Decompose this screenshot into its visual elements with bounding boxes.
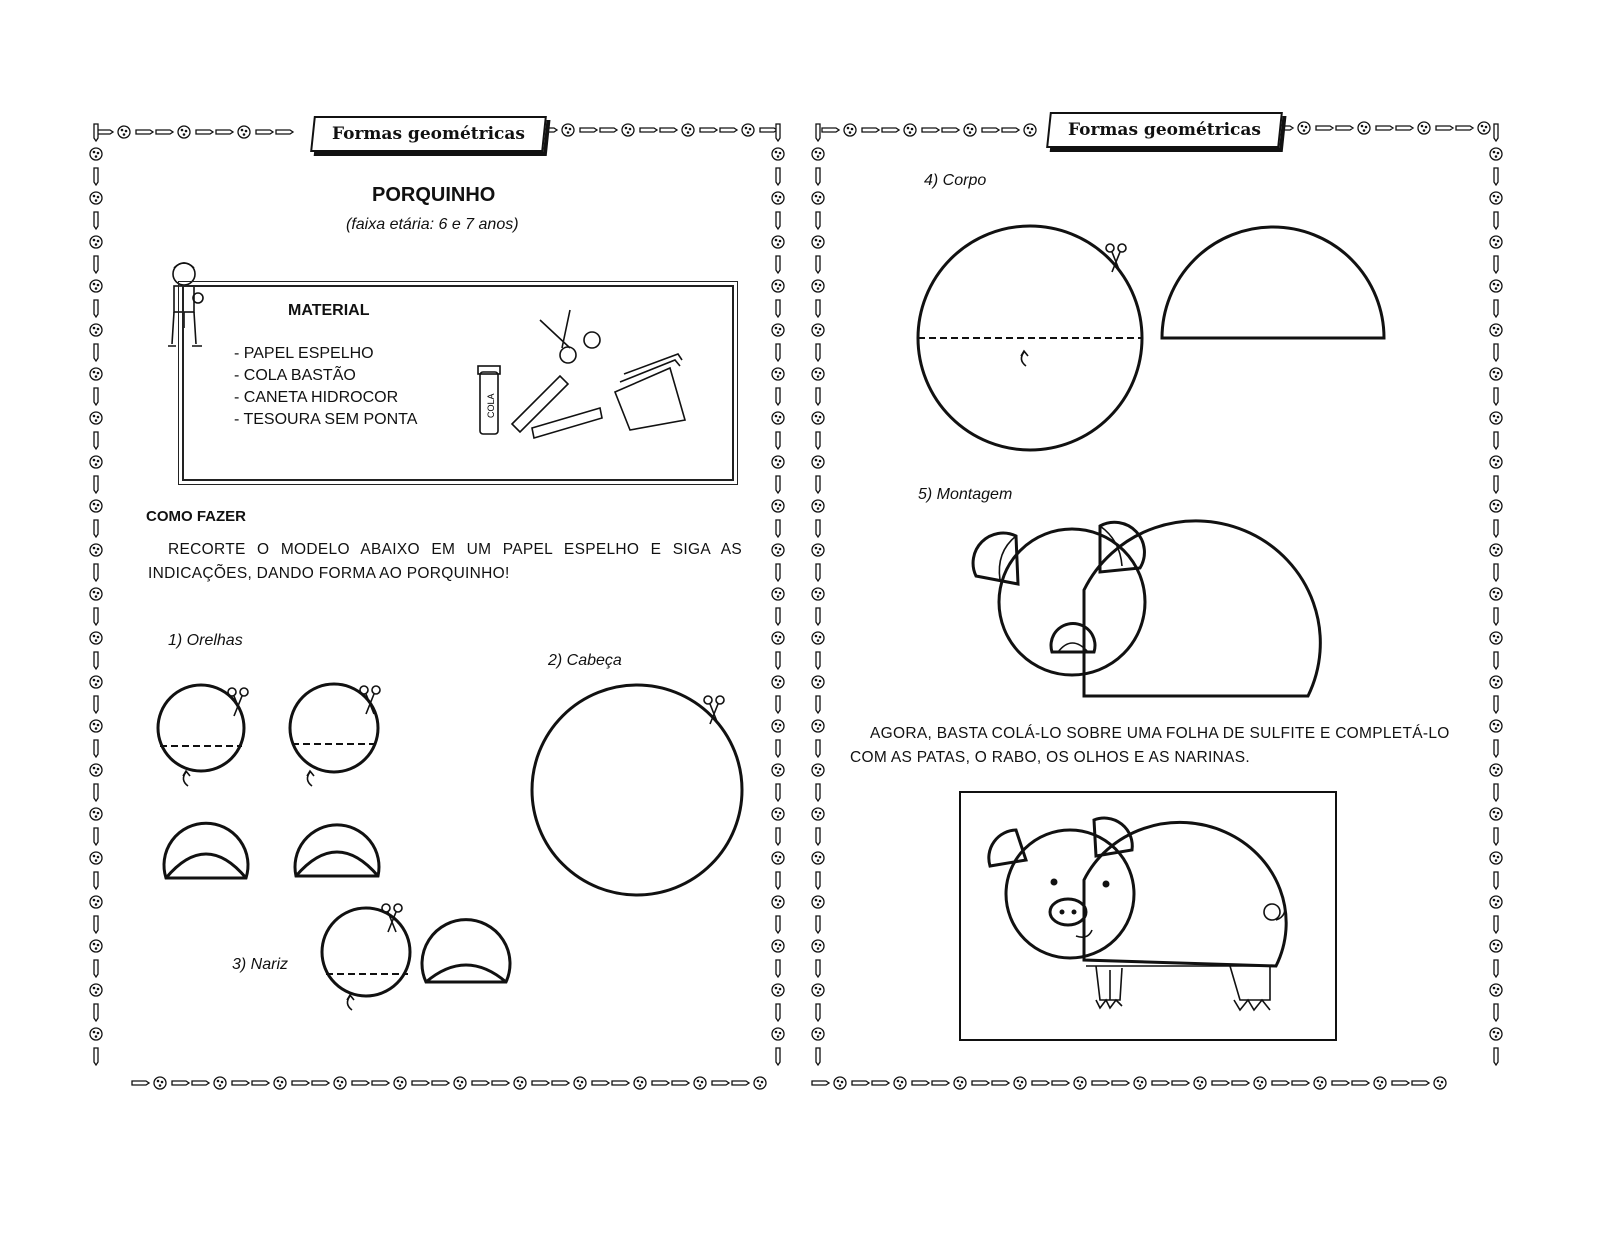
body-circle-shape (918, 226, 1142, 450)
age-range-subtitle: (faixa etária: 6 e 7 anos) (346, 216, 519, 233)
step-nose-label: 3) Nariz (232, 956, 289, 973)
material-item: - CANETA HIDROCOR (234, 389, 399, 406)
material-item: - COLA BASTÃO (234, 367, 356, 384)
left-header-tab: Formas geométricas (310, 116, 547, 152)
right-header-tab: Formas geométricas (1046, 112, 1283, 148)
body-half-circle-shape (1162, 227, 1384, 338)
material-item: - PAPEL ESPELHO (234, 345, 374, 362)
step-assembly-label: 5) Montagem (918, 486, 1013, 503)
scissors-icon (228, 688, 248, 716)
step-ears-label: 1) Orelhas (168, 632, 243, 649)
head-circle-shape (532, 685, 742, 895)
folded-ear-shape (164, 823, 248, 878)
page-title: PORQUINHO (372, 184, 496, 206)
step-body-label: 4) Corpo (924, 172, 987, 189)
folded-nose-shape (422, 920, 510, 982)
ear-circle-shape (158, 685, 244, 786)
how-to-heading: COMO FAZER (146, 508, 246, 525)
material-heading: MATERIAL (288, 302, 370, 319)
nose-circle-shape (322, 908, 410, 1010)
right-shapes (800, 0, 1600, 1236)
svg-text:COLA: COLA (486, 393, 496, 418)
scissors-icon (360, 686, 380, 714)
folded-ear-shape (295, 825, 379, 876)
ear-circle-shape (290, 684, 378, 786)
final-instruction-text: AGORA, BASTA COLÁ-LO SOBRE UMA FOLHA DE SULFITE E COMPLETÁ-LO COM AS PATAS, O RABO, OS OLHOS E AS NARINAS. (850, 725, 1450, 766)
assembly-pig-illustration (973, 521, 1320, 696)
how-to-text: RECORTE O MODELO ABAIXO EM UM PAPEL ESPELHO E SIGA AS INDICAÇÕES, DANDO FORMA AO PORQUINHO! (148, 541, 742, 582)
material-item: - TESOURA SEM PONTA (234, 411, 418, 428)
final-pig-illustration (989, 818, 1286, 1010)
step-head-label: 2) Cabeça (548, 652, 622, 669)
